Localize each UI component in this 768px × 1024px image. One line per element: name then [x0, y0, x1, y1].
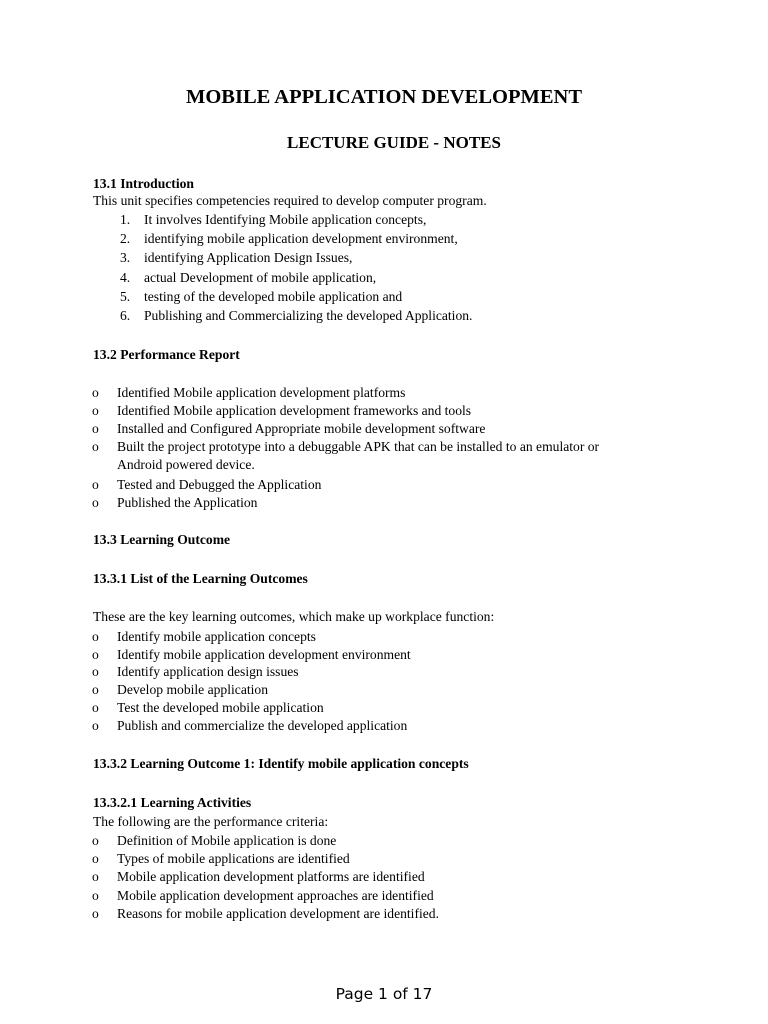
bullet-icon: o — [92, 403, 99, 418]
criteria-item: Mobile application development platforms are identified — [117, 869, 425, 884]
performance-item: Installed and Configured Appropriate mobile development software — [117, 421, 486, 436]
learning-outcome-item: Develop mobile application — [117, 682, 268, 697]
learning-outcomes-list-heading: 13.3.1 List of the Learning Outcomes — [93, 571, 308, 586]
learning-outcome-item: Test the developed mobile application — [117, 700, 324, 715]
performance-item: Identified Mobile application development frameworks and tools — [117, 403, 472, 418]
performance-item-continuation: Android powered device. — [117, 457, 255, 472]
performance-item: Tested and Debugged the Application — [117, 477, 322, 492]
bullet-icon: o — [92, 718, 99, 733]
intro-item-number: 5. — [120, 289, 131, 304]
bullet-icon: o — [92, 869, 99, 884]
bullet-icon: o — [92, 851, 99, 866]
performance-item: Built the project prototype into a debuggable APK that can be installed to an emulator or — [117, 439, 600, 454]
intro-item-number: 1. — [120, 212, 131, 227]
bullet-icon: o — [92, 682, 99, 697]
bullet-icon: o — [92, 906, 99, 921]
intro-item-number: 3. — [120, 250, 131, 265]
bullet-icon: o — [92, 664, 99, 679]
intro-heading: 13.1 Introduction — [93, 176, 194, 191]
bullet-icon: o — [92, 833, 99, 848]
intro-item-text: identifying mobile application development environment, — [144, 231, 458, 246]
learning-activities-heading: 13.3.2.1 Learning Activities — [93, 795, 252, 810]
intro-item-text: testing of the developed mobile application and — [144, 289, 403, 304]
intro-item-text: actual Development of mobile application, — [144, 270, 377, 285]
learning-outcome-item: Identify application design issues — [117, 664, 299, 679]
performance-item: Identified Mobile application development platforms — [117, 385, 406, 400]
criteria-intro: The following are the performance criteria: — [93, 814, 329, 829]
criteria-item: Reasons for mobile application development are identified. — [117, 906, 439, 921]
criteria-item: Types of mobile applications are identified — [117, 851, 350, 866]
outcome1-heading: 13.3.2 Learning Outcome 1: Identify mobile application concepts — [93, 756, 469, 771]
intro-text: This unit specifies competencies required to develop computer program. — [93, 193, 487, 208]
criteria-item: Definition of Mobile application is done — [117, 833, 337, 848]
page-number: Page 1 of 17 — [335, 985, 433, 1003]
bullet-icon: o — [92, 385, 99, 400]
intro-item-text: identifying Application Design Issues, — [144, 250, 353, 265]
intro-item-number: 2. — [120, 231, 131, 246]
bullet-icon: o — [92, 477, 99, 492]
bullet-icon: o — [92, 629, 99, 644]
bullet-icon: o — [92, 439, 99, 454]
performance-heading: 13.2 Performance Report — [93, 347, 240, 362]
learning-outcome-item: Identify mobile application concepts — [117, 629, 316, 644]
document-title: MOBILE APPLICATION DEVELOPMENT — [186, 86, 582, 108]
document-subtitle: LECTURE GUIDE - NOTES — [287, 133, 501, 152]
intro-item-number: 6. — [120, 308, 131, 323]
criteria-item: Mobile application development approaches are identified — [117, 888, 434, 903]
bullet-icon: o — [92, 700, 99, 715]
intro-item-text: Publishing and Commercializing the developed Application. — [144, 308, 473, 323]
bullet-icon: o — [92, 495, 99, 510]
learning-outcomes-intro: These are the key learning outcomes, which make up workplace function: — [93, 609, 495, 624]
learning-outcome-item: Identify mobile application development environment — [117, 647, 411, 662]
bullet-icon: o — [92, 888, 99, 903]
bullet-icon: o — [92, 421, 99, 436]
learning-outcome-item: Publish and commercialize the developed application — [117, 718, 408, 733]
intro-item-number: 4. — [120, 270, 131, 285]
performance-item: Published the Application — [117, 495, 258, 510]
learning-outcome-heading: 13.3 Learning Outcome — [93, 532, 231, 547]
intro-item-text: It involves Identifying Mobile application concepts, — [144, 212, 427, 227]
bullet-icon: o — [92, 647, 99, 662]
